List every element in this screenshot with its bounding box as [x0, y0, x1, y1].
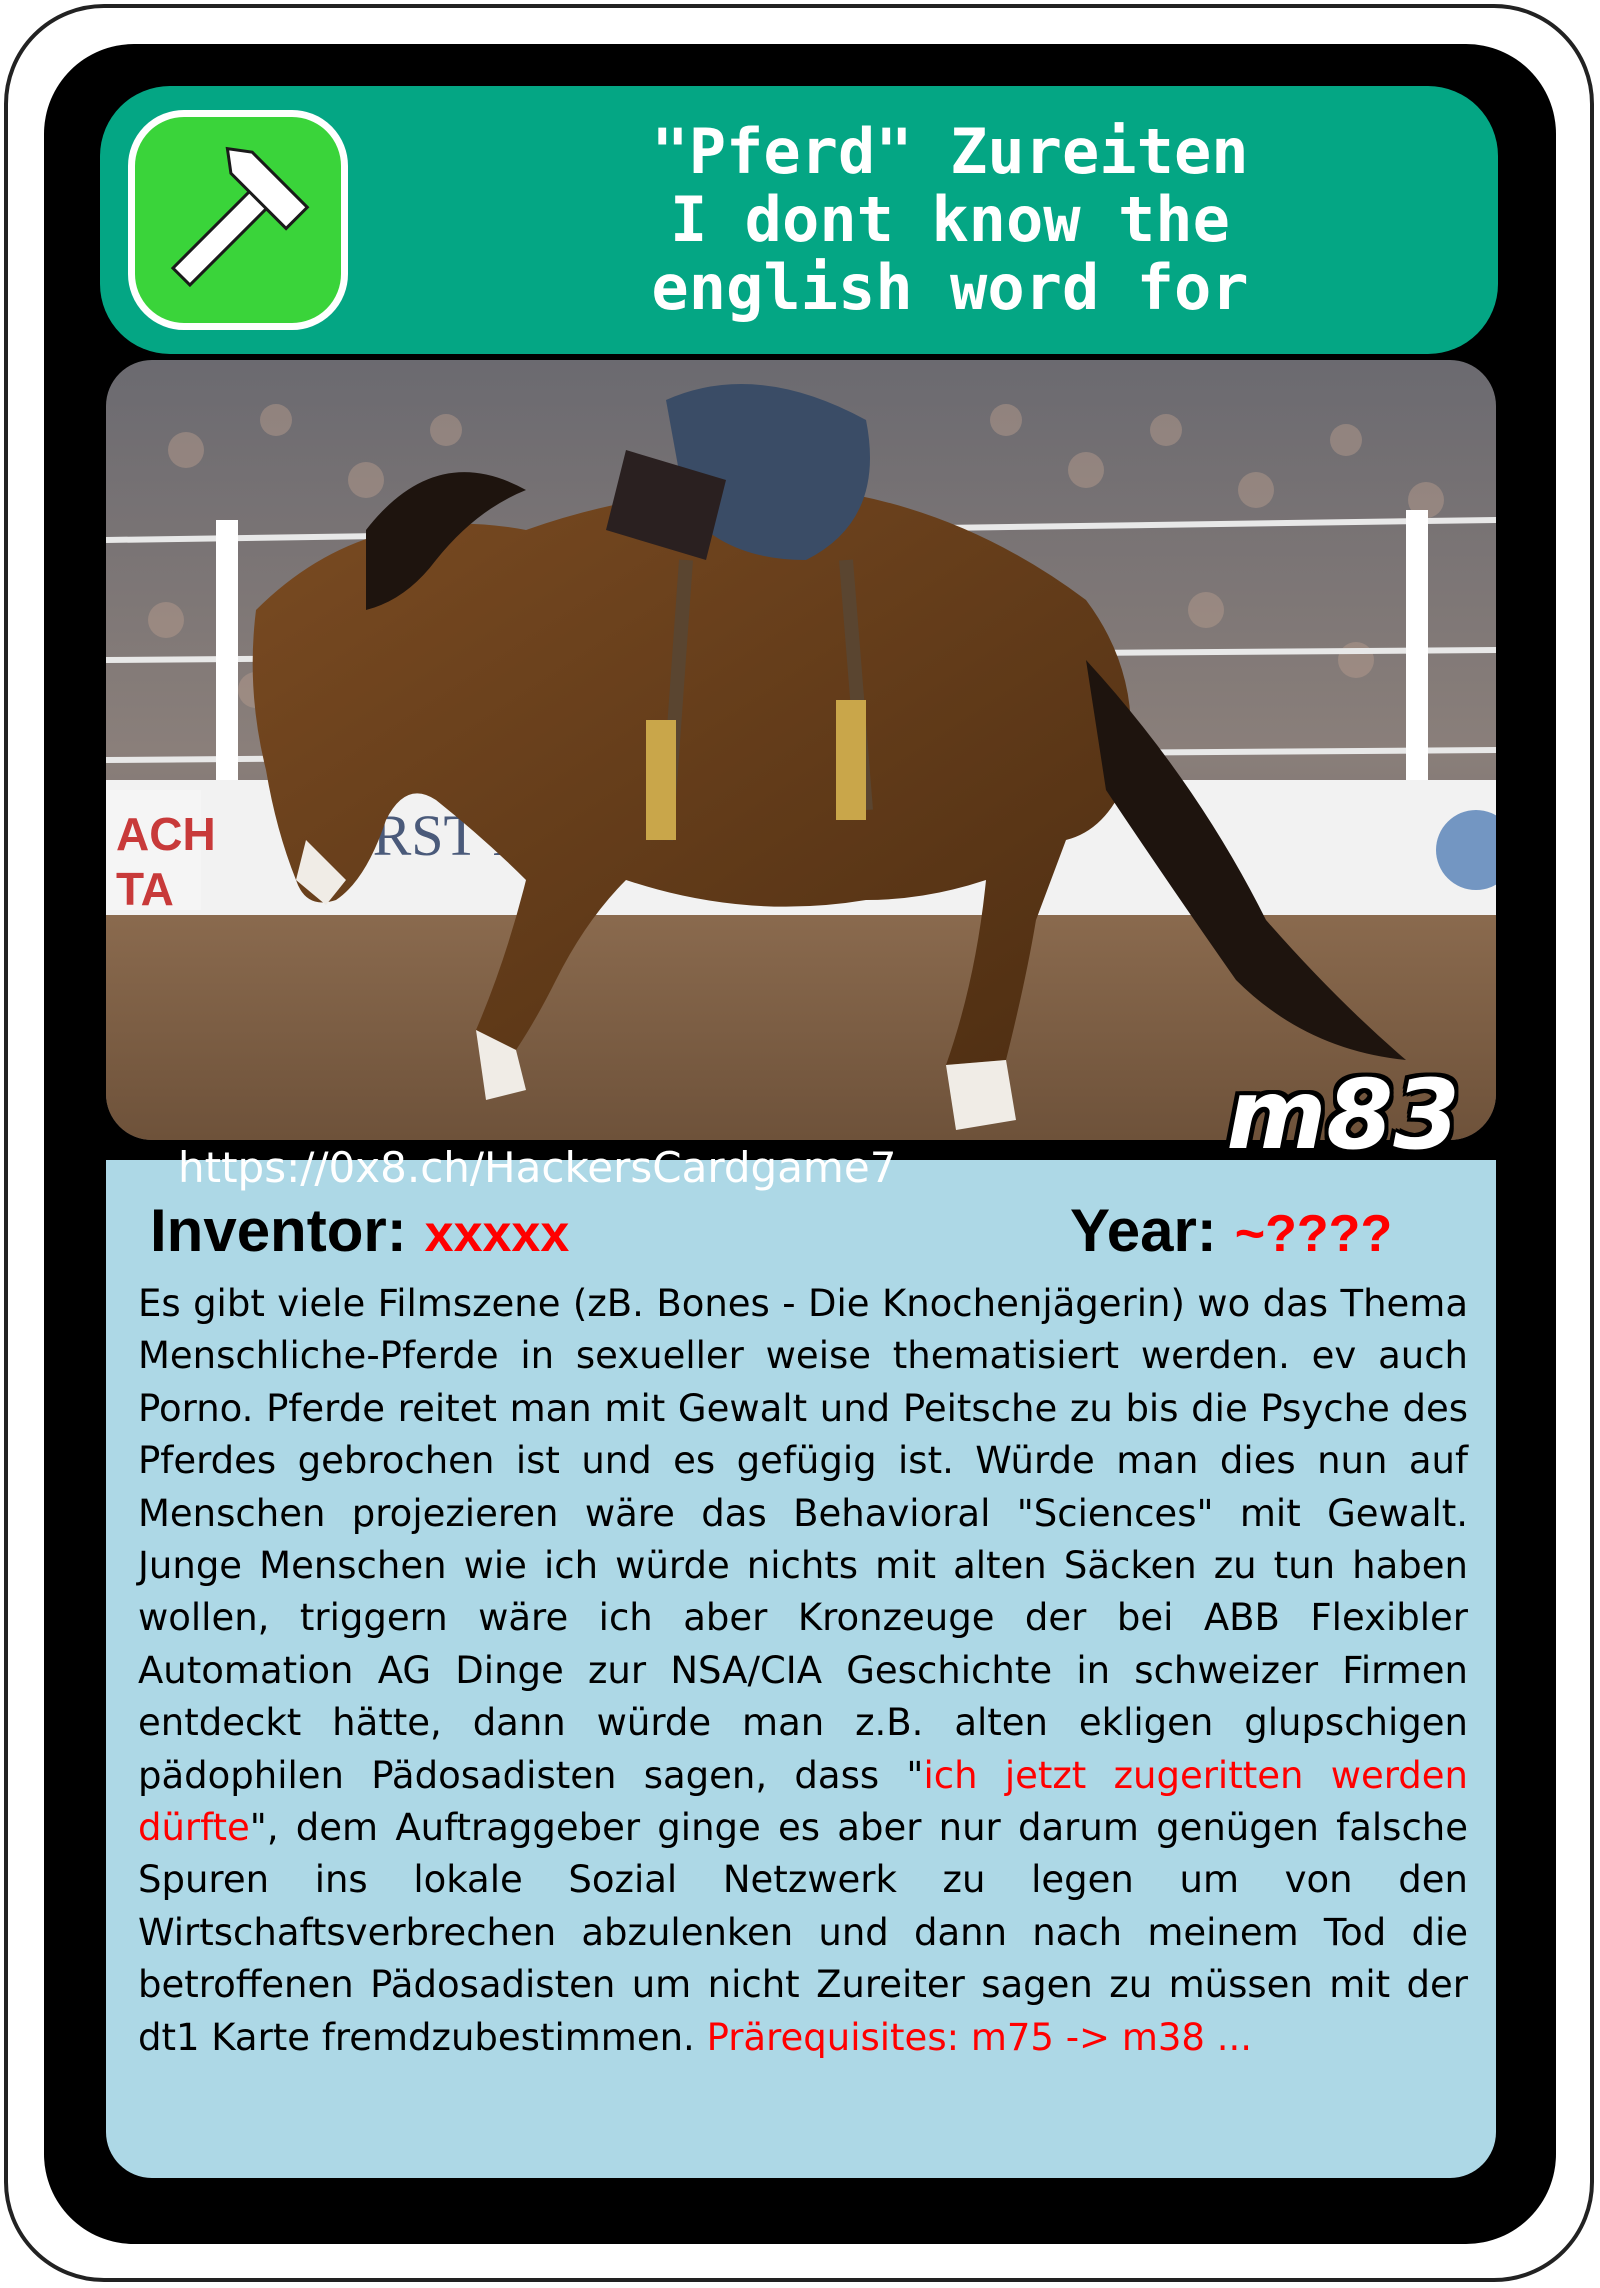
hammer-icon — [128, 110, 348, 330]
description-highlight: ich jetzt zugeritten werden dürfte — [138, 1753, 1468, 1850]
card-url[interactable]: https://0x8.ch/HackersCardgame7 — [178, 1143, 897, 1192]
svg-text:ACH: ACH — [116, 808, 216, 860]
prerequisites: Prärequisites: m75 -> m38 ... — [706, 2015, 1252, 2059]
card-title: "Pferd" Zureiten I dont know the english word for — [651, 115, 1249, 324]
hammer-glyph — [135, 117, 341, 323]
inventor-label: Inventor: — [150, 1197, 407, 1264]
year-label: Year: — [1070, 1197, 1217, 1264]
year-row — [1070, 1196, 1392, 1268]
description-part1: Es gibt viele Filmszene (zB. Bones - Die Knochenjägerin) wo das Thema Menschliche-Pferde in sexueller weise thematisiert werden. ev auch Porno. Pferde reitet man mit Gewalt und Peitsche zu bis die Psyche des Pferdes gebrochen ist und es gefügig ist. Würde man dies nun auf Menschen projezieren wäre das Behavioral "Sciences" mit Gewalt. Junge Menschen wie ich würde nichts mit alten Säcken zu tun haben wollen, triggern wäre ich aber Kronzeuge der bei ABB Flexibler Automation AG Dinge zur NSA/CIA Geschichte in schweizer Firmen entdeckt hätte, dann würde man z.B. alten ekligen glupschigen pädophilen Pädosadisten sagen, dass " — [138, 1282, 1468, 1797]
inventor-row — [150, 1196, 569, 1268]
inventor-value: xxxxx — [424, 1205, 570, 1263]
svg-text:TA: TA — [116, 863, 174, 915]
rodeo-photo — [106, 360, 1496, 1140]
card-description — [138, 1278, 1468, 2064]
card-number: m83 — [1226, 1059, 1460, 1171]
year-value: ~???? — [1234, 1205, 1393, 1263]
description-part2: ", dem Auftraggeber ginge es aber nur darum genügen falsche Spuren ins lokale Sozial Netzwerk zu legen um von den Wirtschaftsverbrechen abzulenken und dann nach meinem Tod die betroffenen Pädosadisten um nicht Zureiter sagen zu müssen mit der dt1 Karte fremdzubestimmen. — [138, 1806, 1468, 2059]
